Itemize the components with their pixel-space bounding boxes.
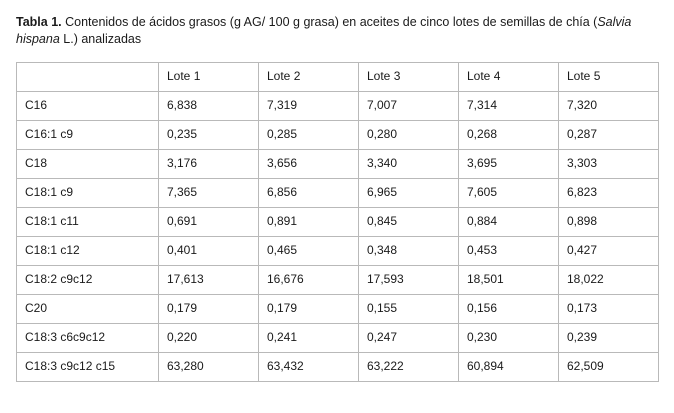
row-value: 3,303 xyxy=(559,150,659,179)
row-label: C18:2 c9c12 xyxy=(17,266,159,295)
row-label: C16:1 c9 xyxy=(17,121,159,150)
row-value: 63,280 xyxy=(159,353,259,382)
table-header-row xyxy=(17,63,659,92)
table-row xyxy=(17,324,659,353)
row-label: C18 xyxy=(17,150,159,179)
row-value: 0,348 xyxy=(359,237,459,266)
row-value: 18,022 xyxy=(559,266,659,295)
table-row xyxy=(17,353,659,382)
table-row xyxy=(17,266,659,295)
row-value: 7,319 xyxy=(259,92,359,121)
row-value: 18,501 xyxy=(459,266,559,295)
row-value: 16,676 xyxy=(259,266,359,295)
table-row xyxy=(17,179,659,208)
row-value: 6,856 xyxy=(259,179,359,208)
table-row xyxy=(17,237,659,266)
row-value: 7,605 xyxy=(459,179,559,208)
row-value: 0,239 xyxy=(559,324,659,353)
table-header-cell-lote-4: Lote 4 xyxy=(459,63,559,92)
row-value: 3,695 xyxy=(459,150,559,179)
row-value: 0,691 xyxy=(159,208,259,237)
table-caption-species-name: Salvia hispana xyxy=(16,15,632,46)
table-row xyxy=(17,208,659,237)
row-value: 0,235 xyxy=(159,121,259,150)
row-value: 0,155 xyxy=(359,295,459,324)
row-label: C18:3 c9c12 c15 xyxy=(17,353,159,382)
row-value: 0,453 xyxy=(459,237,559,266)
row-value: 17,613 xyxy=(159,266,259,295)
table-row xyxy=(17,92,659,121)
row-label: C18:1 c9 xyxy=(17,179,159,208)
row-value: 0,230 xyxy=(459,324,559,353)
table-header-cell-lote-5: Lote 5 xyxy=(559,63,659,92)
row-value: 0,280 xyxy=(359,121,459,150)
row-label: C20 xyxy=(17,295,159,324)
row-value: 0,287 xyxy=(559,121,659,150)
table-caption-label: Tabla 1. xyxy=(16,15,62,29)
row-value: 0,427 xyxy=(559,237,659,266)
table-row xyxy=(17,121,659,150)
row-value: 60,894 xyxy=(459,353,559,382)
row-value: 6,838 xyxy=(159,92,259,121)
row-value: 3,656 xyxy=(259,150,359,179)
row-value: 7,365 xyxy=(159,179,259,208)
fatty-acid-content-table xyxy=(16,62,659,382)
table-body xyxy=(17,92,659,382)
row-label: C18:1 c11 xyxy=(17,208,159,237)
row-value: 0,173 xyxy=(559,295,659,324)
row-value: 0,220 xyxy=(159,324,259,353)
table-header-cell-lote-3: Lote 3 xyxy=(359,63,459,92)
row-value: 3,340 xyxy=(359,150,459,179)
row-value: 7,007 xyxy=(359,92,459,121)
row-value: 0,465 xyxy=(259,237,359,266)
row-value: 0,884 xyxy=(459,208,559,237)
row-value: 3,176 xyxy=(159,150,259,179)
row-value: 7,320 xyxy=(559,92,659,121)
row-value: 0,285 xyxy=(259,121,359,150)
row-value: 0,268 xyxy=(459,121,559,150)
row-value: 63,222 xyxy=(359,353,459,382)
table-caption-text-after: L.) analizadas xyxy=(59,32,142,46)
row-value: 0,156 xyxy=(459,295,559,324)
table-caption-text-before: Contenidos de ácidos grasos (g AG/ 100 g grasa) en aceites de cinco lotes de semillas de chía ( xyxy=(61,15,598,29)
row-value: 0,179 xyxy=(259,295,359,324)
row-value: 0,401 xyxy=(159,237,259,266)
row-label: C18:3 c6c9c12 xyxy=(17,324,159,353)
row-label: C16 xyxy=(17,92,159,121)
row-value: 7,314 xyxy=(459,92,559,121)
row-value: 17,593 xyxy=(359,266,459,295)
row-value: 6,823 xyxy=(559,179,659,208)
row-value: 63,432 xyxy=(259,353,359,382)
row-value: 0,898 xyxy=(559,208,659,237)
table-header-cell-lote-2: Lote 2 xyxy=(259,63,359,92)
row-value: 0,891 xyxy=(259,208,359,237)
row-value: 0,179 xyxy=(159,295,259,324)
table-header-cell-lote-1: Lote 1 xyxy=(159,63,259,92)
table-caption xyxy=(16,14,641,48)
row-value: 0,241 xyxy=(259,324,359,353)
row-value: 62,509 xyxy=(559,353,659,382)
row-value: 0,845 xyxy=(359,208,459,237)
table-row xyxy=(17,295,659,324)
table-header-cell-corner xyxy=(17,63,159,92)
row-label: C18:1 c12 xyxy=(17,237,159,266)
table-header xyxy=(17,63,659,92)
row-value: 0,247 xyxy=(359,324,459,353)
row-value: 6,965 xyxy=(359,179,459,208)
table-row xyxy=(17,150,659,179)
